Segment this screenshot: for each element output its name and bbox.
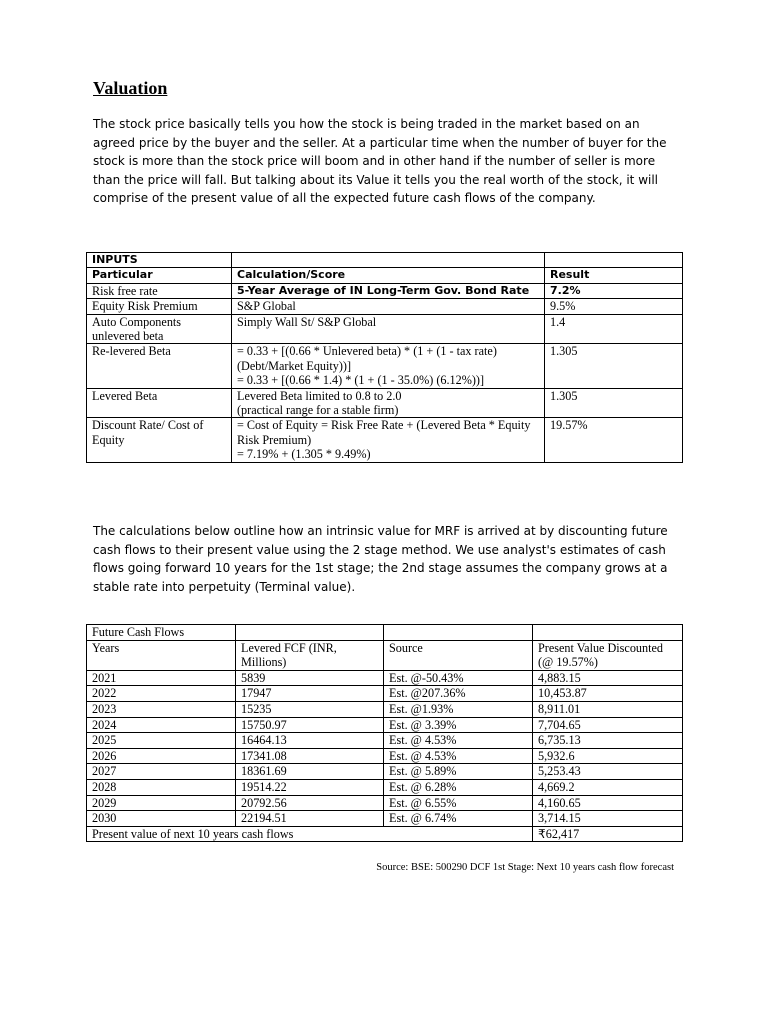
header-source: Source [384,640,533,670]
table-row [87,670,683,686]
particular-cell: Levered Beta [87,388,232,418]
calc-cell [232,418,545,462]
source-cell: Est. @207.36% [384,686,533,702]
year-cell: 2029 [87,795,236,811]
fcf-cell: 16464.13 [236,733,384,749]
result-cell: 1.305 [545,344,683,388]
source-cell: Est. @ 6.55% [384,795,533,811]
table-row [87,748,683,764]
fcf-cell: 22194.51 [236,811,384,827]
table-row [87,811,683,827]
particular-cell: Re-levered Beta [87,344,232,388]
table-row [87,733,683,749]
calc-line: = 0.33 + [(0.66 * Unlevered beta) * (1 + (1 - tax rate) (Debt/Market Equity))] [237,344,497,373]
total-row [87,826,683,842]
header-present-value: Present Value Discounted (@ 19.57%) [533,640,683,670]
total-value: ₹62,417 [533,826,683,842]
source-cell: Est. @-50.43% [384,670,533,686]
result-cell: 1.305 [545,388,683,418]
calc-cell: 5-Year Average of IN Long-Term Gov. Bond Rate [232,283,545,298]
source-cell: Est. @ 6.74% [384,811,533,827]
year-cell: 2028 [87,779,236,795]
pv-cell: 6,735.13 [533,733,683,749]
source-cell: Est. @ 6.28% [384,779,533,795]
table-row [87,686,683,702]
year-cell: 2021 [87,670,236,686]
pv-cell: 5,932.6 [533,748,683,764]
table-row [87,701,683,717]
source-cell: Est. @1.93% [384,701,533,717]
year-cell: 2022 [87,686,236,702]
inputs-table [86,252,683,463]
calc-line: = 0.33 + [(0.66 * 1.4) * (1 + (1 - 35.0%) (6.12%))] [237,373,485,388]
calc-line: = 7.19% + (1.305 * 9.49%) [237,447,371,462]
calc-cell [232,344,545,388]
calc-cell [232,388,545,418]
pv-cell: 5,253.43 [533,764,683,780]
table-row [87,283,683,298]
fcf-cell: 15235 [236,701,384,717]
fcf-cell: 19514.22 [236,779,384,795]
table-row [87,299,683,314]
pv-cell: 4,883.15 [533,670,683,686]
source-cell: Est. @ 3.39% [384,717,533,733]
table-row [87,764,683,780]
cashflow-title: Future Cash Flows [87,625,236,641]
fcf-cell: 5839 [236,670,384,686]
particular-cell: Risk free rate [87,283,232,298]
total-label: Present value of next 10 years cash flows [87,826,533,842]
intro-paragraph: The stock price basically tells you how the stock is being traded in the market based on an agreed price by the buyer and the seller. At a particular time when the number of buyer for the stock is more than the stock price will boom and in other hand if the number of seller is more than the price will fall. But talking about its Value it tells you the real worth of the stock, it will comprise of the present value of all the expected future cash flows of the company. [93,117,667,206]
calc-line: (practical range for a stable firm) [237,403,399,418]
pv-cell: 3,714.15 [533,811,683,827]
table-header-row [87,268,683,283]
pv-cell: 7,704.65 [533,717,683,733]
result-cell: 1.4 [545,314,683,344]
calc-cell: S&P Global [232,299,545,314]
pv-cell: 4,160.65 [533,795,683,811]
calc-line: = Cost of Equity = Risk Free Rate + (Levered Beta * Equity Risk Premium) [237,418,531,447]
cashflow-table [86,624,683,842]
calc-cell: Simply Wall St/ S&P Global [232,314,545,344]
fcf-cell: 17947 [236,686,384,702]
source-note: Source: BSE: 500290 DCF 1st Stage: Next 10 years cash flow forecast [376,862,674,873]
pv-cell: 8,911.01 [533,701,683,717]
cashflow-rows [87,670,683,826]
year-cell: 2023 [87,701,236,717]
table-row [87,388,683,418]
fcf-cell: 17341.08 [236,748,384,764]
result-cell: 19.57% [545,418,683,462]
result-cell: 7.2% [545,283,683,298]
header-calculation: Calculation/Score [232,268,545,283]
table-row [87,314,683,344]
source-cell: Est. @ 4.53% [384,733,533,749]
particular-cell: Auto Components unlevered beta [87,314,232,344]
page-heading: Valuation [93,78,168,98]
year-cell: 2024 [87,717,236,733]
table-title-row [87,625,683,641]
fcf-cell: 20792.56 [236,795,384,811]
table-row [87,779,683,795]
table-row [87,418,683,462]
particular-cell: Discount Rate/ Cost of Equity [87,418,232,462]
header-years: Years [87,640,236,670]
fcf-cell: 15750.97 [236,717,384,733]
particular-cell: Equity Risk Premium [87,299,232,314]
table-row [87,795,683,811]
table-row [87,717,683,733]
source-cell: Est. @ 5.89% [384,764,533,780]
table-header-row [87,640,683,670]
year-cell: 2030 [87,811,236,827]
inputs-title: INPUTS [87,253,232,268]
year-cell: 2027 [87,764,236,780]
header-result: Result [545,268,683,283]
table-row [87,344,683,388]
header-fcf: Levered FCF (INR, Millions) [236,640,384,670]
pv-cell: 10,453.87 [533,686,683,702]
year-cell: 2026 [87,748,236,764]
pv-cell: 4,669.2 [533,779,683,795]
calc-line: Levered Beta limited to 0.8 to 2.0 [237,388,402,403]
header-particular: Particular [87,268,232,283]
year-cell: 2025 [87,733,236,749]
method-paragraph: The calculations below outline how an intrinsic value for MRF is arrived at by discounting future cash flows to their present value using the 2 stage method. We use analyst's estimates of cash flows going forward 10 years for the 1st stage; the 2nd stage assumes the company grows at a stable rate into perpetuity (Terminal value). [93,524,668,594]
source-cell: Est. @ 4.53% [384,748,533,764]
fcf-cell: 18361.69 [236,764,384,780]
table-title-row [87,253,683,268]
result-cell: 9.5% [545,299,683,314]
